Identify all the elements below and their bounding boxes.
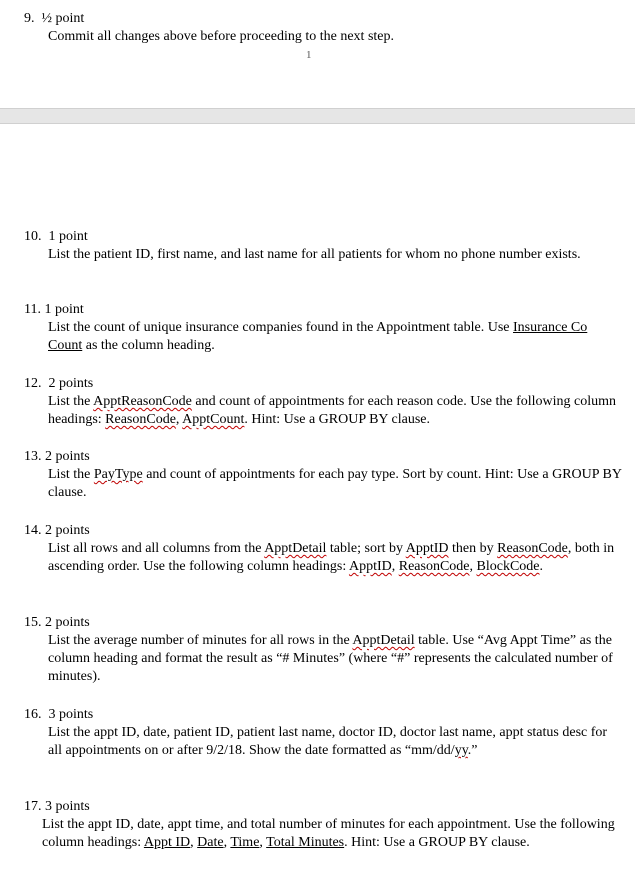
text-run: table. Use “Avg Appt Time” as the column heading and format the result as “# Minutes” (where “#” represents the calculated number of minutes). [48,633,613,684]
column-heading: Time [230,835,260,850]
spellcheck-word: ApptDetail [352,633,415,648]
text-run: , [391,559,399,574]
text-run: , [469,559,477,574]
question-12-text [48,393,623,429]
text-run: .” [467,743,478,758]
column-heading: Insurance Co Count [48,320,588,353]
text-run: as the column heading. [82,338,215,353]
spellcheck-word: ApptReasonCode [93,394,192,409]
column-heading: ApptCount [182,412,245,427]
page-break-gap [0,108,635,124]
question-13-heading: 13. 2 points [24,449,90,464]
question-12-heading: 12. 2 points [24,376,94,391]
column-heading: ReasonCode [105,412,176,427]
text-run: . [539,559,543,574]
question-17-text [42,816,627,852]
question-10-heading: 10. 1 point [24,229,88,244]
question-16-heading: 16. 3 points [24,707,94,722]
text-run: , [223,835,231,850]
column-heading: Appt ID [143,835,191,850]
spellcheck-word: ApptID [405,541,449,556]
question-14-heading: 14. 2 points [24,523,90,538]
text-run: table; sort by [326,541,406,556]
question-16-text [48,724,623,760]
text-run: then by [448,541,498,556]
text-run: . Hint: Use a GROUP BY clause. [244,412,430,427]
text-run: , [190,835,198,850]
column-heading: BlockCode [476,559,540,574]
text-run: List the average number of minutes for all rows in the [48,633,353,648]
text-run: , [175,412,183,427]
text-run: and count of appointments for each reason code. Use the following column headings: [48,394,617,427]
text-run: . Hint: Use a GROUP BY clause. [344,835,530,850]
question-17-heading: 17. 3 points [24,799,90,814]
question-11-heading: 11. 1 point [24,302,84,317]
question-15-text [48,632,623,686]
spellcheck-word: yy [454,743,468,758]
text-run: List all rows and all columns from the [48,541,265,556]
text-run: and count of appointments for each pay type. Sort by count. Hint: Use a GROUP BY clause. [48,467,622,500]
text-run: , both in ascending order. Use the following column headings: [48,541,615,574]
question-9-heading: 9. ½ point [24,11,85,26]
text-run: List the [48,467,94,482]
question-9-text: Commit all changes above before proceeding to the next step. [48,29,395,44]
question-15-heading: 15. 2 points [24,615,90,630]
question-13-text [48,466,623,502]
question-11-text [48,319,623,355]
document-page-2 [0,124,635,885]
question-10-text: List the patient ID, first name, and last name for all patients for whom no phone number exists. [48,247,581,262]
page-number: 1 [306,49,312,61]
column-heading: Date [197,835,224,850]
spellcheck-word: ReasonCode [497,541,568,556]
text-run: List the count of unique insurance companies found in the Appointment table. Use [48,320,514,335]
text-run: List the appt ID, date, appt time, and total number of minutes for each appointment. Use the following column headings: [42,817,615,850]
document-page-1 [0,0,635,108]
spellcheck-word: ApptDetail [264,541,327,556]
question-14-text [48,540,623,576]
column-heading: Total Minutes [266,835,345,850]
text-run: List the [48,394,94,409]
spellcheck-word: PayType [93,467,143,482]
column-heading: ReasonCode [398,559,470,574]
text-run: , [259,835,267,850]
text-run: List the appt ID, date, patient ID, patient last name, doctor ID, doctor last name, appt status desc for all appointments on or after 9/2/18. Show the date formatted as “mm/dd/ [48,725,608,758]
column-heading: ApptID [348,559,392,574]
